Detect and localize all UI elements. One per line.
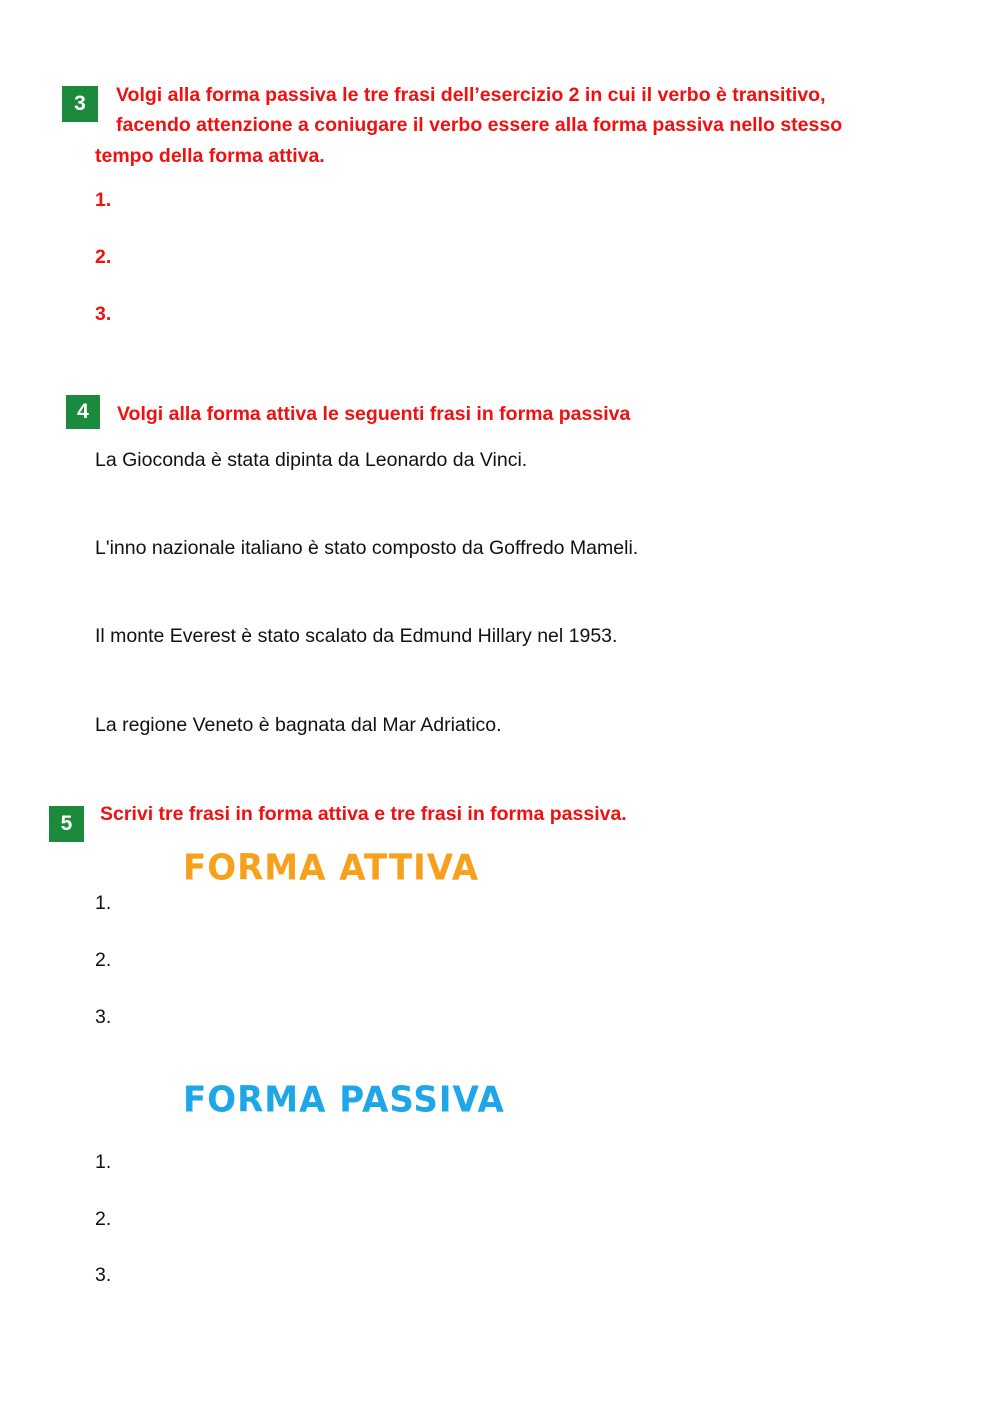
exercise-4-answer-2[interactable]: [95, 570, 815, 596]
exercise-5-instruction: Scrivi tre frasi in forma attiva e tre frasi in forma passiva.: [100, 803, 627, 825]
exercise-4-badge: 4: [66, 395, 100, 429]
exercise-4-answer-4[interactable]: [95, 747, 815, 773]
exercise-3-instruction-line2: facendo attenzione a coniugare il verbo essere alla forma passiva nello stesso: [116, 114, 843, 136]
forma-attiva-item-number: 3.: [95, 1006, 112, 1028]
exercise-4-instruction: Volgi alla forma attiva le seguenti frasi in forma passiva: [117, 403, 631, 425]
forma-attiva-item-number: 2.: [95, 949, 112, 971]
exercise-4-answer-1[interactable]: [95, 482, 815, 508]
exercise-3-answer-3[interactable]: [125, 302, 845, 328]
forma-attiva-answer-1[interactable]: [125, 891, 845, 917]
forma-attiva-item-number: 1.: [95, 892, 112, 914]
exercise-4-sentence: La regione Veneto è bagnata dal Mar Adriatico.: [95, 714, 502, 736]
forma-passiva-answer-2[interactable]: [125, 1207, 845, 1233]
exercise-3-item-number: 1.: [95, 189, 112, 211]
exercise-4-answer-3[interactable]: [95, 658, 815, 684]
forma-passiva-item-number: 1.: [95, 1151, 112, 1173]
forma-attiva-answer-3[interactable]: [125, 1005, 845, 1031]
forma-passiva-item-number: 2.: [95, 1208, 112, 1230]
forma-attiva-heading: FORMA ATTIVA: [183, 847, 480, 889]
exercise-4-sentence: La Gioconda è stata dipinta da Leonardo da Vinci.: [95, 449, 528, 471]
exercise-3-instruction-line1: Volgi alla forma passiva le tre frasi dell’esercizio 2 in cui il verbo è transitivo,: [116, 84, 826, 106]
exercise-4-sentence: Il monte Everest è stato scalato da Edmund Hillary nel 1953.: [95, 625, 618, 647]
exercise-3-answer-1[interactable]: [125, 188, 845, 214]
exercise-3-instruction-line3: tempo della forma attiva.: [95, 145, 325, 167]
exercise-3-item-number: 3.: [95, 303, 112, 325]
exercise-4-sentence: L'inno nazionale italiano è stato composto da Goffredo Mameli.: [95, 537, 639, 559]
forma-passiva-answer-1[interactable]: [125, 1150, 845, 1176]
forma-attiva-answer-2[interactable]: [125, 948, 845, 974]
forma-passiva-heading: FORMA PASSIVA: [183, 1079, 505, 1121]
forma-passiva-item-number: 3.: [95, 1264, 112, 1286]
exercise-3-item-number: 2.: [95, 246, 112, 268]
forma-passiva-answer-3[interactable]: [125, 1263, 845, 1289]
exercise-3-badge: 3: [62, 86, 98, 122]
exercise-5-badge: 5: [49, 806, 84, 842]
exercise-3-answer-2[interactable]: [125, 245, 845, 271]
